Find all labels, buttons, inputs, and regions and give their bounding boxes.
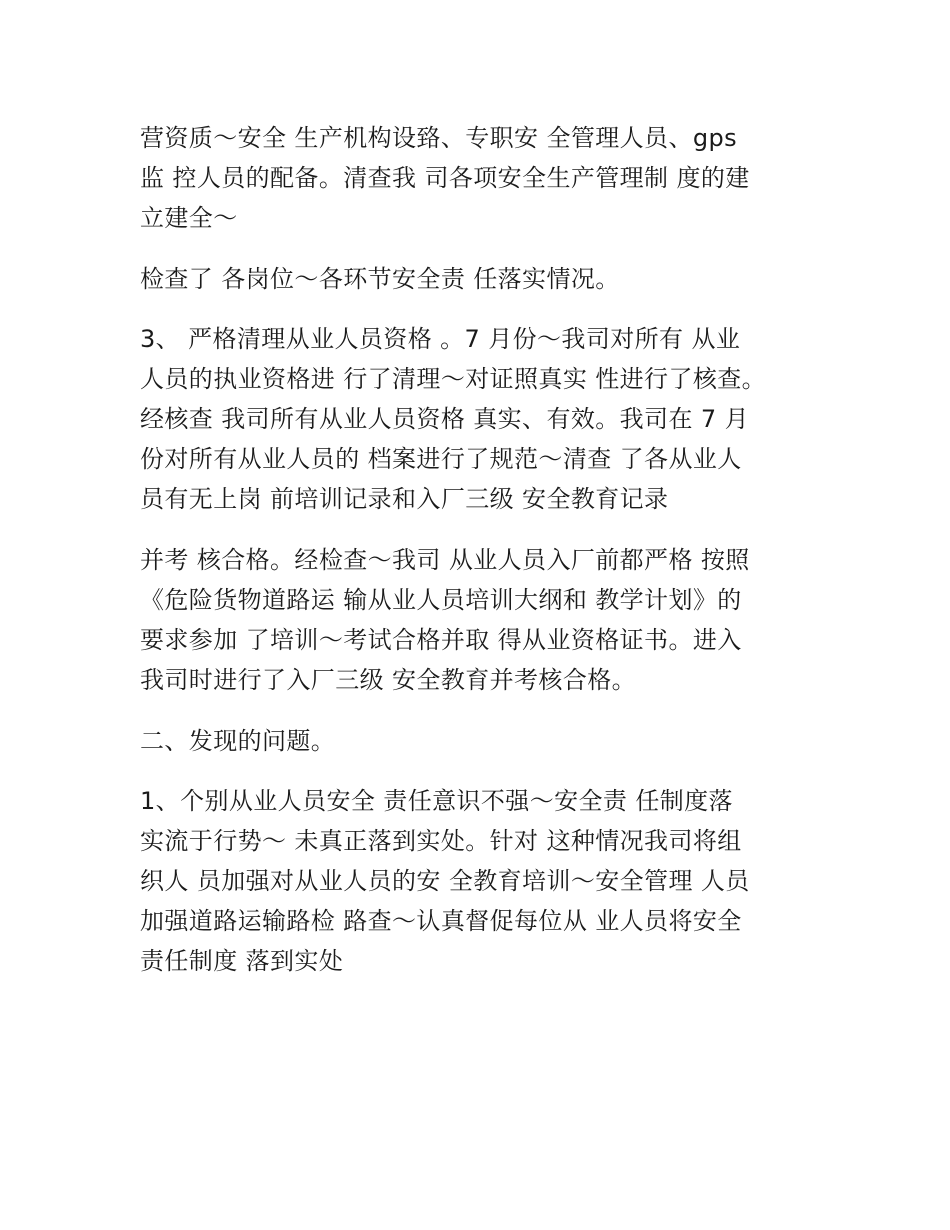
paragraph-3: [140, 319, 820, 519]
paragraph-line: 监 控人员的配备。清查我 司各项安全生产管理制 度的建: [140, 164, 750, 192]
paragraph-line: 营资质～安全 生产机构设臵、专职安 全管理人员、gps: [140, 124, 738, 152]
paragraph-line: 1、个别从业人员安全 责任意识不强～安全责 任制度落: [140, 787, 733, 815]
paragraph-line: 加强道路运输路检 路查～认真督促每位从 业人员将安全: [140, 907, 742, 935]
paragraph-line: 3、 严格清理从业人员资格 。7 月份～我司对所有 从业: [140, 325, 741, 353]
section-heading: 二、发现的问题。: [140, 727, 336, 755]
paragraph-line: 并考 核合格。经检查～我司 从业人员入厂前都严格 按照: [140, 546, 750, 574]
paragraph-line: 《危险货物道路运 输从业人员培训大纲和 教学计划》的: [140, 586, 742, 614]
paragraph-line: 实流于行势～ 未真正落到实处。针对 这种情况我司将组: [140, 827, 742, 855]
paragraph-line: 要求参加 了培训～考试合格并取 得从业资格证书。进入: [140, 626, 742, 654]
paragraph-4: [140, 540, 820, 700]
paragraph-6: [140, 781, 820, 981]
paragraph-1: [140, 118, 820, 238]
paragraph-2: [140, 259, 820, 299]
paragraph-line: 织人 员加强对从业人员的安 全教育培训～安全管理 人员: [140, 867, 750, 895]
paragraph-5: [140, 721, 820, 761]
paragraph-line: 责任制度 落到实处: [140, 947, 344, 975]
paragraph-line: 人员的执业资格进 行了清理～对证照真实 性进行了核查。: [140, 365, 767, 393]
paragraph-line: 我司时进行了入厂三级 安全教育并考核合格。: [140, 666, 637, 694]
paragraph-line: 份对所有从业人员的 档案进行了规范～清查 了各从业人: [140, 445, 742, 473]
paragraph-line: 立建全～: [140, 204, 238, 232]
paragraph-line: 员有无上岗 前培训记录和入厂三级 安全教育记录: [140, 485, 669, 513]
paragraph-line: 检查了 各岗位～各环节安全责 任落实情况。: [140, 265, 620, 293]
paragraph-line: 经核查 我司所有从业人员资格 真实、有效。我司在 7 月: [140, 405, 749, 433]
